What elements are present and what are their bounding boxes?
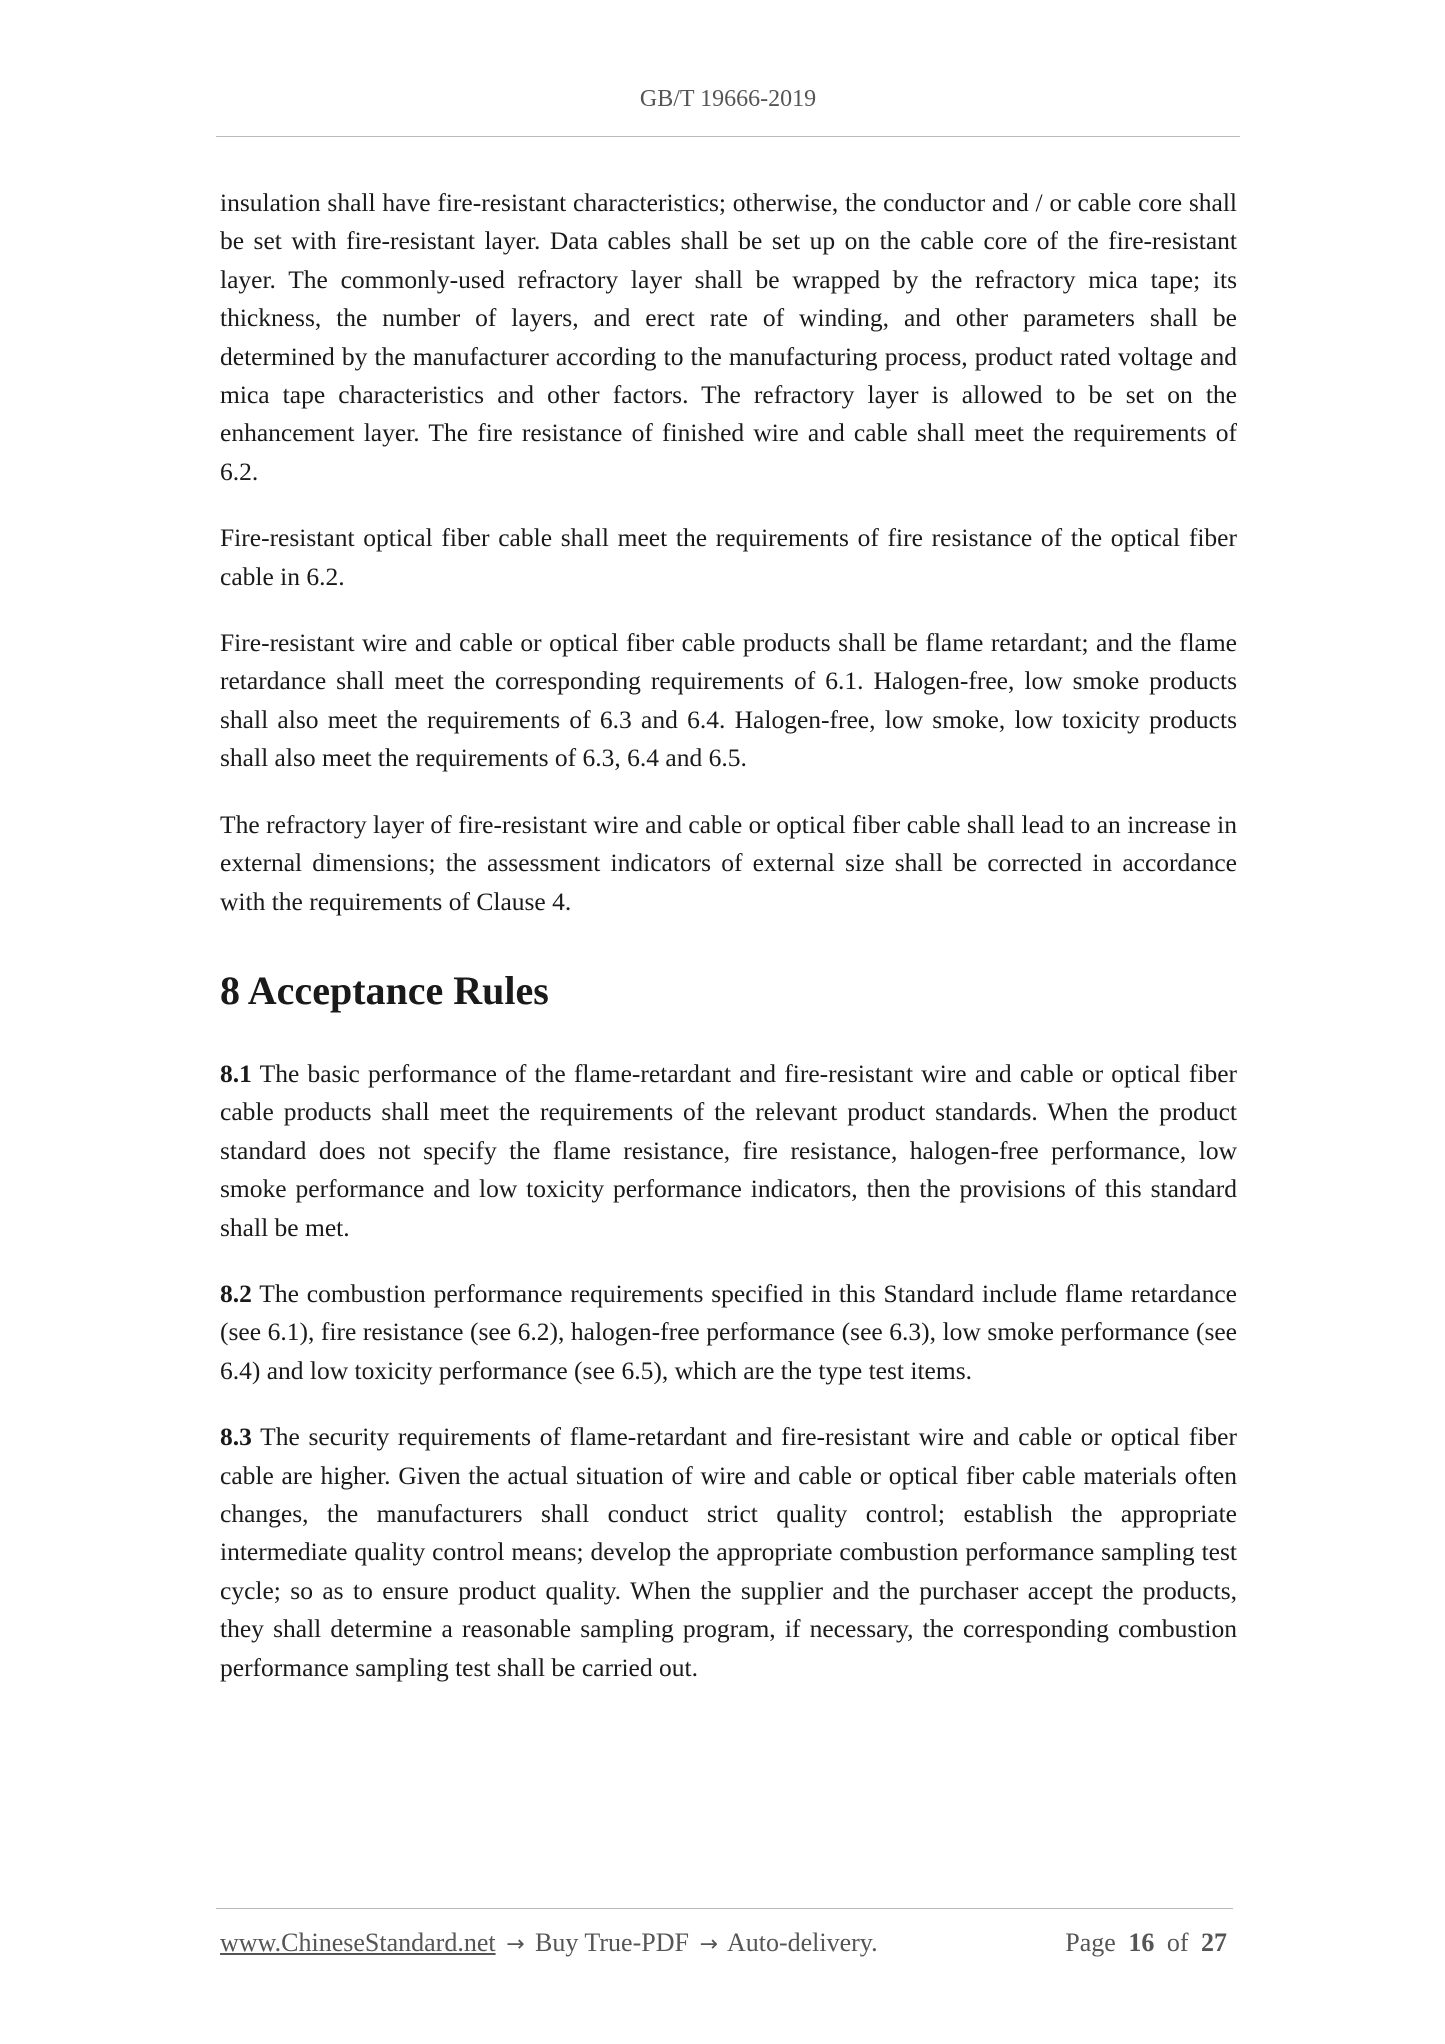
auto-delivery-text: Auto-delivery. (726, 1928, 878, 1957)
arrow-right-icon: → (506, 1932, 525, 1957)
clause-text: The basic performance of the flame-retardant and fire-resistant wire and cable or optical fiber cable products shall meet the requirements of the relevant product standards. When the product standard does not specify the flame resistance, fire resistance, halogen-free performance, low smoke performance and low toxicity performance indicators, then the provisions of this standard shall be met. (220, 1058, 1237, 1242)
arrow-right-icon: → (699, 1932, 718, 1957)
clause-8-2 (220, 1275, 1237, 1390)
page-total: 27 (1201, 1928, 1227, 1957)
page-indicator (1065, 1928, 1233, 1958)
clause-text: The combustion performance requirements specified in this Standard include flame retardance (see 6.1), fire resistance (see 6.2), halogen-free performance (see 6.3), low smoke performance (see 6.4) and low toxicity performance (see 6.5), which are the type test items. (220, 1278, 1237, 1385)
site-link[interactable]: www.ChineseStandard.net (220, 1928, 496, 1957)
page-of-label: of (1166, 1928, 1189, 1957)
buy-true-pdf-text: Buy True-PDF (535, 1928, 689, 1957)
header-divider (216, 136, 1240, 137)
clause-8-3 (220, 1418, 1237, 1687)
body-paragraph: The refractory layer of fire-resistant wire and cable or optical fiber cable shall lead to an increase in external dimensions; the assessment indicators of external size shall be corrected in accordance with the requirements of Clause 4. (220, 809, 1237, 916)
clause-number: 8.2 (220, 1278, 252, 1308)
footer-promo (220, 1928, 878, 1958)
body-paragraph: insulation shall have fire-resistant characteristics; otherwise, the conductor and / or cable core shall be set with fire-resistant layer. Data cables shall be set up on the cable core of the fire-resistant layer. The commonly-used refractory layer shall be wrapped by the refractory mica tape; its thickness, the number of layers, and erect rate of winding, and other parameters shall be determined by the manufacturer according to the manufacturing process, product rated voltage and mica tape characteristics and other factors. The refractory layer is allowed to be set on the enhancement layer. The fire resistance of finished wire and cable shall meet the requirements of 6.2. (220, 188, 1237, 486)
page-label: Page (1065, 1928, 1116, 1957)
clause-text: The security requirements of flame-retardant and fire-resistant wire and cable or optical fiber cable are higher. Given the actual situation of wire and cable or optical fiber cable materials often changes, the manufacturers shall conduct strict quality control; establish the appropriate intermediate quality control means; develop the appropriate combustion performance sampling test cycle; so as to ensure product quality. When the supplier and the purchaser accept the products, they shall determine a reasonable sampling program, if necessary, the corresponding combustion performance sampling test shall be carried out. (220, 1422, 1237, 1682)
clause-8-1 (220, 1055, 1237, 1247)
clause-number: 8.1 (220, 1058, 252, 1088)
page-current: 16 (1128, 1928, 1155, 1957)
body-paragraph: Fire-resistant wire and cable or optical fiber cable products shall be flame retardant; and the flame retardance shall meet the corresponding requirements of 6.1. Halogen-free, low smoke products shall also meet the requirements of 6.3 and 6.4. Halogen-free, low smoke, low toxicity products shall also meet the requirements of 6.3, 6.4 and 6.5. (220, 628, 1237, 773)
page-body (220, 184, 1237, 1715)
page-footer (220, 1928, 1233, 1958)
clause-number: 8.3 (220, 1422, 252, 1452)
running-header: GB/T 19666-2019 (639, 86, 817, 112)
footer-divider (216, 1908, 1233, 1909)
section-heading: 8 Acceptance Rules (220, 967, 549, 1013)
body-paragraph: Fire-resistant optical fiber cable shall meet the requirements of fire resistance of the optical fiber cable in 6.2. (220, 523, 1237, 591)
